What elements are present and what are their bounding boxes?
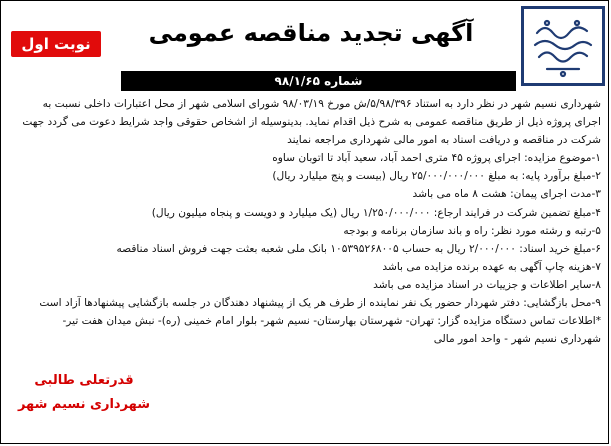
logo-emblem-icon bbox=[527, 11, 599, 81]
item-document-price: ۶-مبلغ خرید اسناد: ۲/۰۰۰/۰۰۰ ریال به حساب ۱۰۵۳۹۵۲۶۸۰۰۵ بانک ملی شعبه بعثت جهت فروش اسناد مناقصه bbox=[116, 242, 601, 255]
signature-name: قدرتعلی طالبی bbox=[34, 373, 134, 388]
item-required-grade: ۵-رتبه و رشته مورد نظر: راه و باند سازمان برنامه و بودجه bbox=[343, 224, 601, 237]
signature-block bbox=[9, 369, 159, 417]
notice-title: آگهی تجدید مناقصه عمومی bbox=[148, 19, 474, 47]
item-base-estimate: ۲-مبلغ برآورد پایه: به مبلغ ۲۵/۰۰۰/۰۰۰/۰۰۰ ریال (بیست و پنج میلیارد ریال) bbox=[272, 170, 601, 183]
item-subject: ۱-موضوع مزایده: اجرای پروژه ۴۵ متری احمد آباد، سعید آباد تا اتوبان ساوه bbox=[272, 152, 601, 165]
item-opening-place: ۹-محل بازگشایی: دفتر شهردار حضور یک نفر نماینده از طرف هر یک از پیشنهاد دهندگان در جلسه بازگشایی پیشنهادها آزاد است bbox=[39, 297, 601, 310]
item-contract-duration: ۳-مدت اجرای پیمان: هشت ۸ ماه می باشد bbox=[412, 188, 601, 201]
item-print-cost: ۷-هزینه چاپ آگهی به عهده برنده مزایده می باشد bbox=[382, 260, 601, 273]
municipality-logo bbox=[521, 6, 605, 86]
notice-number: شماره ۹۸/۱/۶۵ bbox=[121, 71, 516, 91]
item-guarantee-amount: ۴-مبلغ تضمین شرکت در فرایند ارجاع: ۱/۲۵۰/۰۰۰/۰۰۰ ریال (یک میلیارد و دویست و پنجاه میلیون ریال) bbox=[151, 206, 601, 219]
notice-body bbox=[11, 95, 601, 348]
item-other-info: ۸-سایر اطلاعات و جزییات در اسناد مزایده می باشد bbox=[373, 278, 601, 291]
signature-org: شهرداری نسیم شهر bbox=[17, 397, 151, 412]
body-line: شهرداری نسیم شهر در نظر دارد به استناد ۵/۹۸/۳۹۶/ش مورخ ۹۸/۰۳/۱۹ شورای اسلامی شهر از محل اعتبارات داخلی نسبت به bbox=[42, 98, 601, 110]
contact-info-cont: شهرداری نسیم شهر - واحد امور مالی bbox=[433, 333, 601, 346]
body-line: اجرای پروژه ذیل از طریق مناقصه عمومی به شرح ذیل اقدام نماید. بدینوسیله از اشخاص حقوقی واجد شرایط دعوت می گردد جهت bbox=[22, 116, 601, 129]
first-notice-badge: نوبت اول bbox=[11, 31, 101, 57]
body-line: شرکت در مناقصه و دریافت اسناد به امور مالی شهرداری مراجعه نمایند bbox=[287, 134, 601, 147]
contact-info: *اطلاعات تماس دستگاه مزایده گزار: تهران- شهرستان بهارستان- نسیم شهر- بلوار امام خمینی (ره)- نبش میدان هفت تیر- bbox=[62, 315, 601, 328]
